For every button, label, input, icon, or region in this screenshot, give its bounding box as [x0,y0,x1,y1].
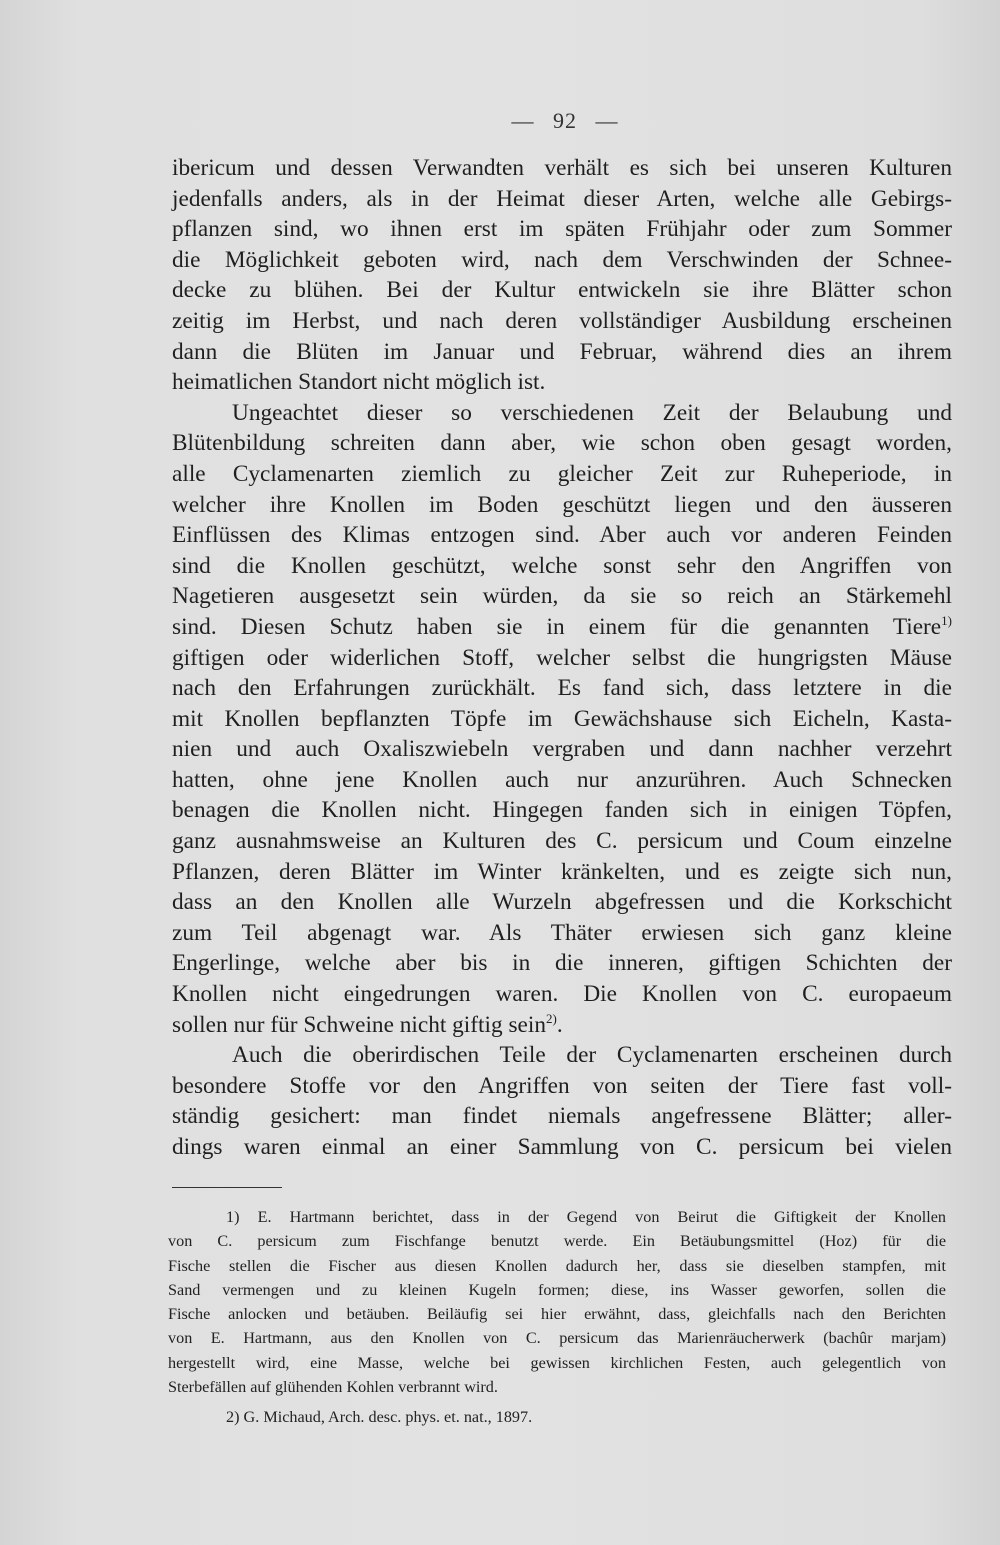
body-line-with-footnote-ref [172,1010,952,1041]
page-number-header [0,108,1000,134]
body-line: decke zu blühen. Bei der Kultur entwickeln sie ihre Blätter schon [172,277,952,304]
footnote-2: 2) G. Michaud, Arch. desc. phys. et. nat., 1897. [226,1408,533,1427]
body-line: heimatlichen Standort nicht möglich ist. [172,369,546,396]
body-line: pflanzen sind, wo ihnen erst im späten Frühjahr oder zum Sommer [172,216,952,243]
footnote-line: Fische anlocken und betäuben. Beiläufig sei hier erwähnt, dass, gleichfalls nach den Berichten [168,1305,946,1324]
body-line-text: . [556,1011,563,1038]
body-line: Einflüssen des Klimas entzogen sind. Aber auch vor anderen Feinden [172,522,952,549]
page-number-dash-right: — [595,108,619,133]
body-text [172,153,952,1163]
footnote-separator [172,1187,282,1188]
body-line: Ungeachtet dieser so verschiedenen Zeit der Belaubung und [232,399,952,426]
footnote-line: von E. Hartmann, aus den Knollen von C. persicum das Marienräucherwerk (bachûr marjam) [168,1329,946,1348]
page-number-dash-left: — [511,108,535,133]
body-line: ganz ausnahmsweise an Kulturen des C. persicum und Coum einzelne [172,828,952,855]
body-line: benagen die Knollen nicht. Hingegen fanden sich in einigen Töpfen, [172,797,952,824]
body-line-text: sind. Diesen Schutz haben sie in einem für die genannten Tiere [172,613,942,640]
footnote-ref-2: 2) [545,1010,557,1026]
body-line: hatten, ohne jene Knollen auch nur anzurühren. Auch Schnecken [172,766,952,793]
body-line: welcher ihre Knollen im Boden geschützt liegen und den äusseren [172,491,952,518]
footnote-ref-1: 1) [941,613,952,629]
body-line: nach den Erfahrungen zurückhält. Es fand sich, dass letztere in die [172,675,952,702]
body-line: Knollen nicht eingedrungen waren. Die Knollen von C. europaeum [172,981,952,1008]
page-number: 92 [553,108,577,133]
footnote-line: Sand vermengen und zu kleinen Kugeln formen; diese, ins Wasser geworfen, sollen die [168,1280,946,1299]
body-line: alle Cyclamenarten ziemlich zu gleicher Zeit zur Ruheperiode, in [172,460,952,487]
footnote-line: 1) E. Hartmann berichtet, dass in der Gegend von Beirut die Giftigkeit der Knollen [226,1208,946,1226]
body-line: ständig gesichert: man findet niemals angefressene Blätter; aller- [172,1103,952,1130]
footnotes [168,1205,946,1430]
body-line: sind die Knollen geschützt, welche sonst sehr den Angriffen von [172,552,952,579]
footnote-line: von C. persicum zum Fischfange benutzt werde. Ein Betäubungsmittel (Hoz) für die [168,1232,946,1251]
body-line: mit Knollen bepflanzten Töpfe im Gewächshause sich Eicheln, Kasta- [172,705,952,732]
body-line: Nagetieren ausgesetzt sein würden, da sie so reich an Stärkemehl [172,583,952,610]
body-line: zeitig im Herbst, und nach deren vollständiger Ausbildung erscheinen [172,307,952,334]
body-line: giftigen oder widerlichen Stoff, welcher selbst die hungrigsten Mäuse [172,644,952,671]
footnote-line: Sterbefällen auf glühenden Kohlen verbrannt wird. [168,1378,498,1397]
body-line: besondere Stoffe vor den Angriffen von seiten der Tiere fast voll- [172,1072,952,1099]
body-line: Blütenbildung schreiten dann aber, wie schon oben gesagt worden, [172,430,952,457]
body-line: jedenfalls anders, als in der Heimat dieser Arten, welche alle Gebirgs- [172,185,952,212]
body-line: die Möglichkeit geboten wird, nach dem Verschwinden der Schnee- [172,246,952,273]
body-line: zum Teil abgenagt war. Als Thäter erwiesen sich ganz kleine [172,919,952,946]
body-line: dass an den Knollen alle Wurzeln abgefressen und die Korkschicht [172,889,952,916]
footnote-line: Fische stellen die Fischer aus diesen Knollen dadurch her, dass sie dieselben stampfen, mit [168,1256,946,1275]
footnote-line: hergestellt wird, eine Masse, welche bei gewissen kirchlichen Festen, auch gelegentlich von [168,1353,946,1372]
body-line-with-footnote-ref [172,612,952,643]
body-line: Engerlinge, welche aber bis in die inneren, giftigen Schichten der [172,950,952,977]
body-line: dings waren einmal an einer Sammlung von C. persicum bei vielen [172,1134,952,1160]
body-line: dann die Blüten im Januar und Februar, während dies an ihrem [172,338,952,365]
body-line: ibericum und dessen Verwandten verhält es sich bei unseren Kulturen [172,155,952,181]
body-line: Pflanzen, deren Blätter im Winter kränkelten, und es zeigte sich nun, [172,858,952,885]
body-line: nien und auch Oxaliszwiebeln vergraben und dann nachher verzehrt [172,736,952,763]
body-line-text: sollen nur für Schweine nicht giftig sein [172,1011,546,1038]
body-line: Auch die oberirdischen Teile der Cyclamenarten erscheinen durch [232,1042,952,1069]
